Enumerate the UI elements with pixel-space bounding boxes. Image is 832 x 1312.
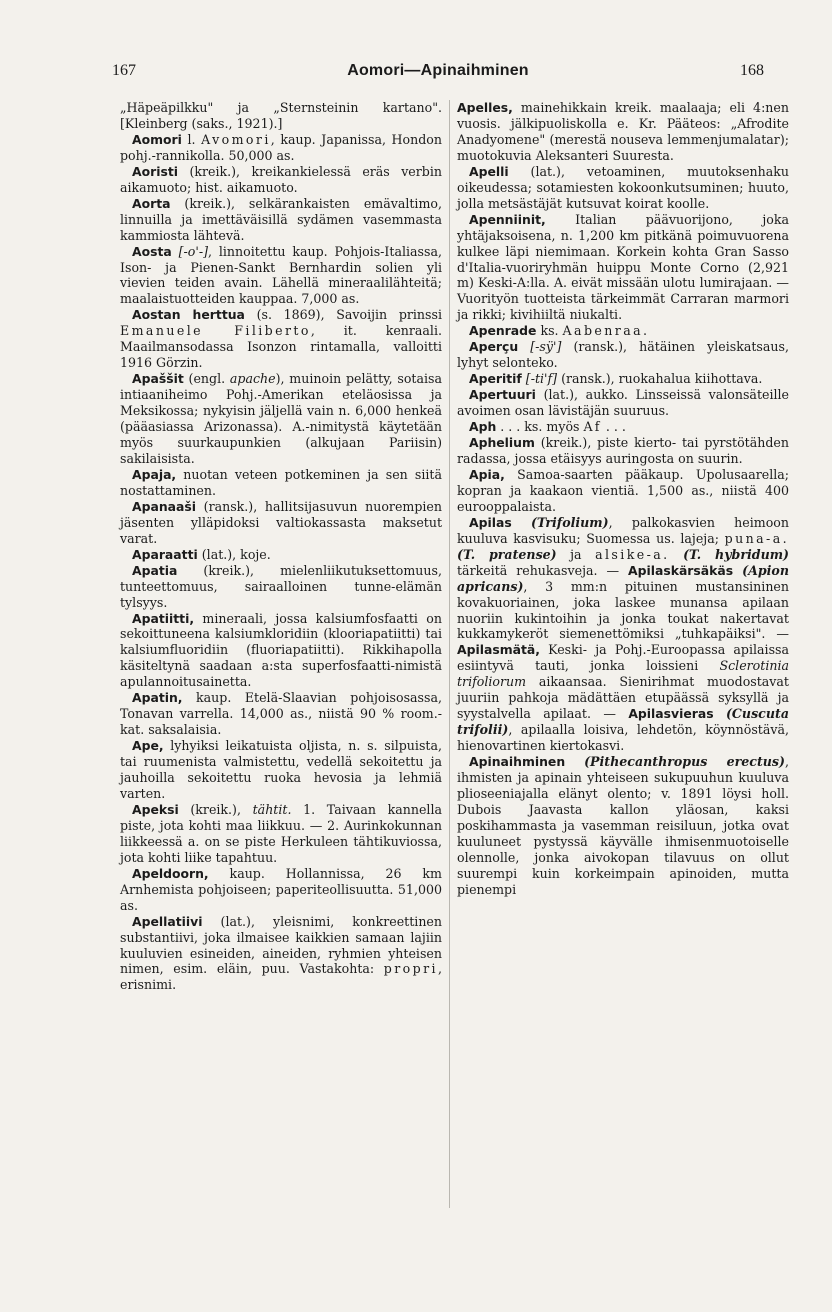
- dictionary-entry: [457, 212, 789, 324]
- entry-headword: Apenniinit,: [469, 211, 546, 227]
- dictionary-entry: [457, 339, 789, 371]
- dictionary-entry: [120, 164, 442, 196]
- entry-text: , linnoitettu kaup. Pohjois-Italiassa, Ison- ja Pienen-Sankt Bernhardin solien yli vievien teiden avain. Lähellä mineraalilähteitä; maalaistuotteiden kauppaa. 7,000 as.: [120, 243, 442, 307]
- entry-headword: Aphelium: [469, 435, 535, 451]
- entry-headword: Aperitif: [469, 371, 522, 387]
- entry-headword: Apaja,: [132, 466, 177, 482]
- entry-text: Italian päävuorijono, joka yhtäjaksoisena, n. 1,200 km pitkänä poimuvuorena kulkee läpi niemimaan. Korkein kohta Gran Sasso d'Italia-vuoriryhmän huippu Monte Corno (2,921 m) Keski-A:lla. A. eivät missään ulotu lumirajaan. — Vuorityön tuotteista tärkeimmät Carraran marmori ja rikki; kivihiiltä niukalti.: [457, 211, 789, 323]
- entry-text: nuotan veteen potkeminen ja sen siitä nostattaminen.: [120, 466, 442, 498]
- entry-text: (ransk.), ruokahalua kiihottava.: [557, 371, 763, 387]
- entry-headword: Aparaatti: [132, 546, 198, 562]
- entry-text: (ransk.), hätäinen yleiskatsaus, lyhyt selonteko.: [457, 339, 789, 371]
- entry-text: lyhyiksi leikatuista oljista, n. s. silpuista, tai ruumenista valmistettu, vedellä sekoitettu ja jauhoilla sekoitettu ruoka hevosia ja lehmiä varten.: [120, 738, 442, 801]
- entry-headword: Aomori: [132, 131, 182, 147]
- right-column: [457, 100, 789, 898]
- entry-text: [714, 706, 726, 721]
- entry-text: Keski- ja Pohj.-Euroopassa apilaissa esiintyvä tauti, jonka loissieni: [457, 642, 789, 674]
- entry-headword: Aperçu: [469, 339, 519, 355]
- entry-headword: Apertuuri: [469, 387, 536, 403]
- dictionary-entry: [120, 499, 442, 547]
- entry-headword: Apanaaši: [132, 498, 196, 514]
- entry-headword: Aph: [469, 419, 497, 435]
- italic-text: tähtit.: [252, 801, 292, 817]
- entry-headword: Aosta: [132, 243, 172, 259]
- latin-name: (Pithecanthropus erectus): [584, 754, 785, 770]
- spaced-term: Emanuele Filiberto: [120, 323, 311, 339]
- entry-headword: Apeksi: [132, 801, 179, 817]
- entry-text: . . .: [601, 419, 626, 435]
- dictionary-entry: [120, 307, 442, 371]
- dictionary-entry: [457, 435, 789, 467]
- dictionary-entry: [120, 467, 442, 499]
- italic-text: [-sÿ']: [530, 339, 562, 355]
- spaced-term: Aabenraa: [562, 323, 644, 339]
- page-number-right: 168: [740, 62, 764, 79]
- entry-text: (kreik.),: [178, 801, 253, 817]
- entry-headword: Apelles,: [457, 100, 513, 115]
- dictionary-entry: [120, 611, 442, 691]
- entry-text: (kreik.), piste kierto- tai pyrstötähden radassa, jossa etäisyys auringosta on suurin.: [457, 435, 789, 466]
- dictionary-entry: [457, 164, 789, 212]
- entry-text: [565, 754, 584, 769]
- dictionary-entry: [120, 690, 442, 738]
- dictionary-entry: [457, 754, 789, 898]
- entry-text: ks.: [536, 323, 563, 339]
- entry-text: „Häpeäpilkku" ja „Sternsteinin kartano". [Kleinberg (saks., 1921).]: [120, 100, 442, 131]
- spaced-term: alsike-a.: [595, 546, 670, 562]
- entry-text: ja: [556, 546, 596, 562]
- entry-text: .: [643, 323, 648, 339]
- entry-text: aikaansaa. Sienirihmat muodostavat juuriin pahkoja mädättäen etupäässä syksyllä ja syystalvella apilaat. —: [457, 674, 789, 722]
- entry-text: , apilaalla loisiva, lehdetön, köynnöstävä, hienovartinen kiertokasvi.: [457, 722, 789, 754]
- spaced-term: puna-a.: [724, 530, 789, 546]
- entry-text: Samoa-saarten pääkaup. Upolusaarella; kopran ja kaakaon vientiä. 1,500 as., niistä 400 eurooppalaista.: [457, 466, 789, 514]
- entry-headword: Aorta: [132, 195, 171, 211]
- dictionary-entry: [120, 914, 442, 994]
- italic-text: [-ti'f]: [525, 371, 558, 387]
- entry-text: (lat.), aukko. Linsseissä valonsäteille avoimen osan lävistäjän suuruus.: [457, 387, 789, 419]
- entry-headword: Apatiitti,: [132, 610, 195, 626]
- italic-text: [-o'-]: [178, 243, 209, 259]
- spaced-term: Avomori: [201, 131, 271, 147]
- entry-text: [172, 244, 179, 259]
- entry-text: mineraali, jossa kalsiumfosfaatti on sekoittuneena kalsiumkloridiin (klooriapatiitti) tai kalsiumfluoridiin (fluoriapatiitti). Rikkihapolla käsiteltynä saadaan a:sta superfosfaatti-nimistä apulannoitusainetta.: [120, 610, 442, 690]
- entry-text: , 3 mm:n pituinen mustansininen kovakuoriainen, joka laskee munansa apilaan nuoriin kukintoihin ja jonka toukat nakertavat kukkamykeröt siemenettömiksi „tuhkapäiksi". —: [457, 578, 789, 642]
- dictionary-entry: [120, 100, 442, 132]
- entry-text: . . . ks. myös: [496, 419, 584, 435]
- entry-text: [670, 547, 684, 562]
- entry-headword: Aostan herttua: [132, 307, 245, 323]
- italic-text: Sclerotinia trifoliorum: [457, 658, 789, 690]
- entry-text: , kaup. Japanissa, Hondon pohj.-rannikolla. 50,000 as.: [120, 131, 442, 163]
- dictionary-entry: [457, 371, 789, 387]
- spaced-term: propri: [383, 961, 438, 977]
- left-column: [120, 100, 442, 993]
- entry-text: (kreik.), selkärankaisten emävaltimo, linnuilla ja imettäväisillä sydämen vasemmasta kammiosta lähtevä.: [120, 195, 442, 243]
- entry-text: ), muinoin pelätty, sotaisa intiaaniheimo Pohj.-Amerikan eteläosissa ja Meksikossa; nykyisin jäljellä vain n. 6,000 henkeä (pääasiassa Arizonassa). A.-nimitystä käytetään myös suurkaupunkien (alkujaan Pariisin) sakilaisista.: [120, 371, 442, 466]
- entry-text: , erisnimi.: [120, 961, 442, 993]
- entry-text: (lat.), vetoaminen, muutoksenhaku oikeudessa; sotamiesten kokoonkutsuminen; huuto, jolla metsästäjät kutsuvat koirat koolle.: [457, 163, 789, 211]
- latin-name: (T. pratense): [457, 546, 557, 562]
- spaced-term: Af: [583, 419, 602, 435]
- entry-text: kaup. Hollannissa, 26 km Arnhemista pohjoiseen; paperiteollisuutta. 51,000 as.: [120, 865, 442, 913]
- entry-text: (lat.), koje.: [197, 546, 271, 562]
- running-title: Aomori—Apinaihminen: [347, 62, 529, 79]
- entry-text: [733, 563, 742, 578]
- entry-text: [512, 515, 531, 530]
- entry-text: (lat.), yleisnimi, konkreettinen substantiivi, joka ilmaisee kaikkien samaan lajiin kuuluvien esineiden, aineiden, ryhmien yhteisen nimen, esim. eläin, puu. Vastakohta:: [120, 913, 442, 977]
- entry-headword: Apaššit: [132, 371, 184, 387]
- dictionary-entry: [120, 563, 442, 611]
- dictionary-entry: [120, 866, 442, 914]
- entry-headword: Apatia: [132, 562, 178, 578]
- entry-text: 1. Taivaan kannella piste, jota kohti maa liikkuu. — 2. Aurinkokunnan liikkeessä a. on se piste Herkuleen tähtikuviossa, jota kohti liike tapahtuu.: [120, 801, 442, 865]
- dictionary-entry: [120, 196, 442, 244]
- entry-text: kaup. Etelä-Slaavian pohjoisosassa, Tonavan varrella. 14,000 as., niistä 90 % room.-kat. saksalaisia.: [120, 690, 442, 738]
- entry-headword: Aoristi: [132, 163, 179, 179]
- entry-headword: Apinaihminen: [469, 754, 566, 770]
- entry-text: (ransk.), hallitsijasuvun nuorempien jäsenten ylläpidoksi valtiokassasta maksetut varat.: [120, 498, 442, 546]
- dictionary-entry: [457, 515, 789, 754]
- entry-headword: Apilaskärsäkäs: [628, 562, 734, 578]
- entry-headword: Apilasvieras: [628, 706, 714, 722]
- entry-text: [518, 339, 530, 354]
- italic-text: apache: [229, 371, 276, 387]
- entry-headword: Apelli: [469, 163, 509, 179]
- entry-text: , palkokasvien heimoon kuuluva kasvisuku; Suomessa us. lajeja;: [457, 514, 789, 546]
- latin-name: (T. hybridum): [683, 546, 790, 562]
- entry-headword: Apilas: [469, 514, 512, 530]
- dictionary-entry: [120, 132, 442, 164]
- dictionary-entry: [120, 371, 442, 467]
- dictionary-entry: [120, 547, 442, 563]
- dictionary-entry: [120, 244, 442, 308]
- dictionary-entry: [457, 467, 789, 515]
- entry-headword: Apilasmätä,: [457, 642, 540, 658]
- entry-text: , it. kenraali. Maailmansodassa Isonzon rintamalla, valloitti 1916 Görzin.: [120, 323, 442, 371]
- entry-text: (kreik.), kreikankielessä eräs verbin aikamuoto; hist. aikamuoto.: [120, 163, 442, 195]
- entry-text: tärkeitä rehukasveja. —: [457, 562, 629, 578]
- entry-headword: Apenrade: [469, 323, 537, 339]
- entry-headword: Ape,: [132, 738, 164, 754]
- entry-headword: Apeldoorn,: [132, 865, 209, 881]
- latin-name: (Cuscuta trifolii): [457, 706, 789, 738]
- dictionary-entry: [120, 802, 442, 866]
- dictionary-entry: [457, 419, 789, 435]
- latin-name: (Apion apricans): [457, 562, 789, 594]
- entry-text: , ihmisten ja apinain yhteiseen sukupuuhun kuuluva plioseeniajalla elänyt olento; v. 1891 löysi holl. Dubois Jaavasta kallon yläosan, kaksi poskihammasta ja vasemman reisiluun, jotka ovat kuuluneet pystyssä käyvälle ihmisenmuotoiselle olennolle, jonka aivokopan tilavuus on ollut suurempi kuin korkeimpain apinoiden, mutta pienempi: [457, 754, 789, 897]
- entry-text: l.: [181, 131, 202, 147]
- dictionary-entry: [457, 100, 789, 164]
- entry-headword: Apellatiivi: [132, 913, 203, 929]
- entry-headword: Apia,: [469, 466, 505, 482]
- entry-headword: Apatin,: [132, 690, 183, 706]
- latin-name: (Trifolium): [530, 514, 609, 530]
- dictionary-entry: [457, 323, 789, 339]
- dictionary-entry: [120, 738, 442, 802]
- entry-text: (kreik.), mielenliikutuksettomuus, tunteettomuus, sairaalloinen tunne-elämän tylsyys.: [120, 562, 442, 610]
- dictionary-entry: [457, 387, 789, 419]
- entry-text: (s. 1869), Savoijin prinssi: [244, 307, 442, 323]
- page-number-left: 167: [112, 62, 136, 79]
- entry-text: mainehikkain kreik. maalaaja; eli 4:nen vuosis. jälkipuoliskolla e. Kr. Pääteos: „Afrodite Anadyomene" (merestä nouseva lemmenjumalatar); muotokuvia Aleksanteri Suuresta.: [457, 100, 789, 163]
- entry-text: (engl.: [183, 371, 230, 387]
- column-divider: [449, 100, 450, 1208]
- page-header: [112, 62, 764, 90]
